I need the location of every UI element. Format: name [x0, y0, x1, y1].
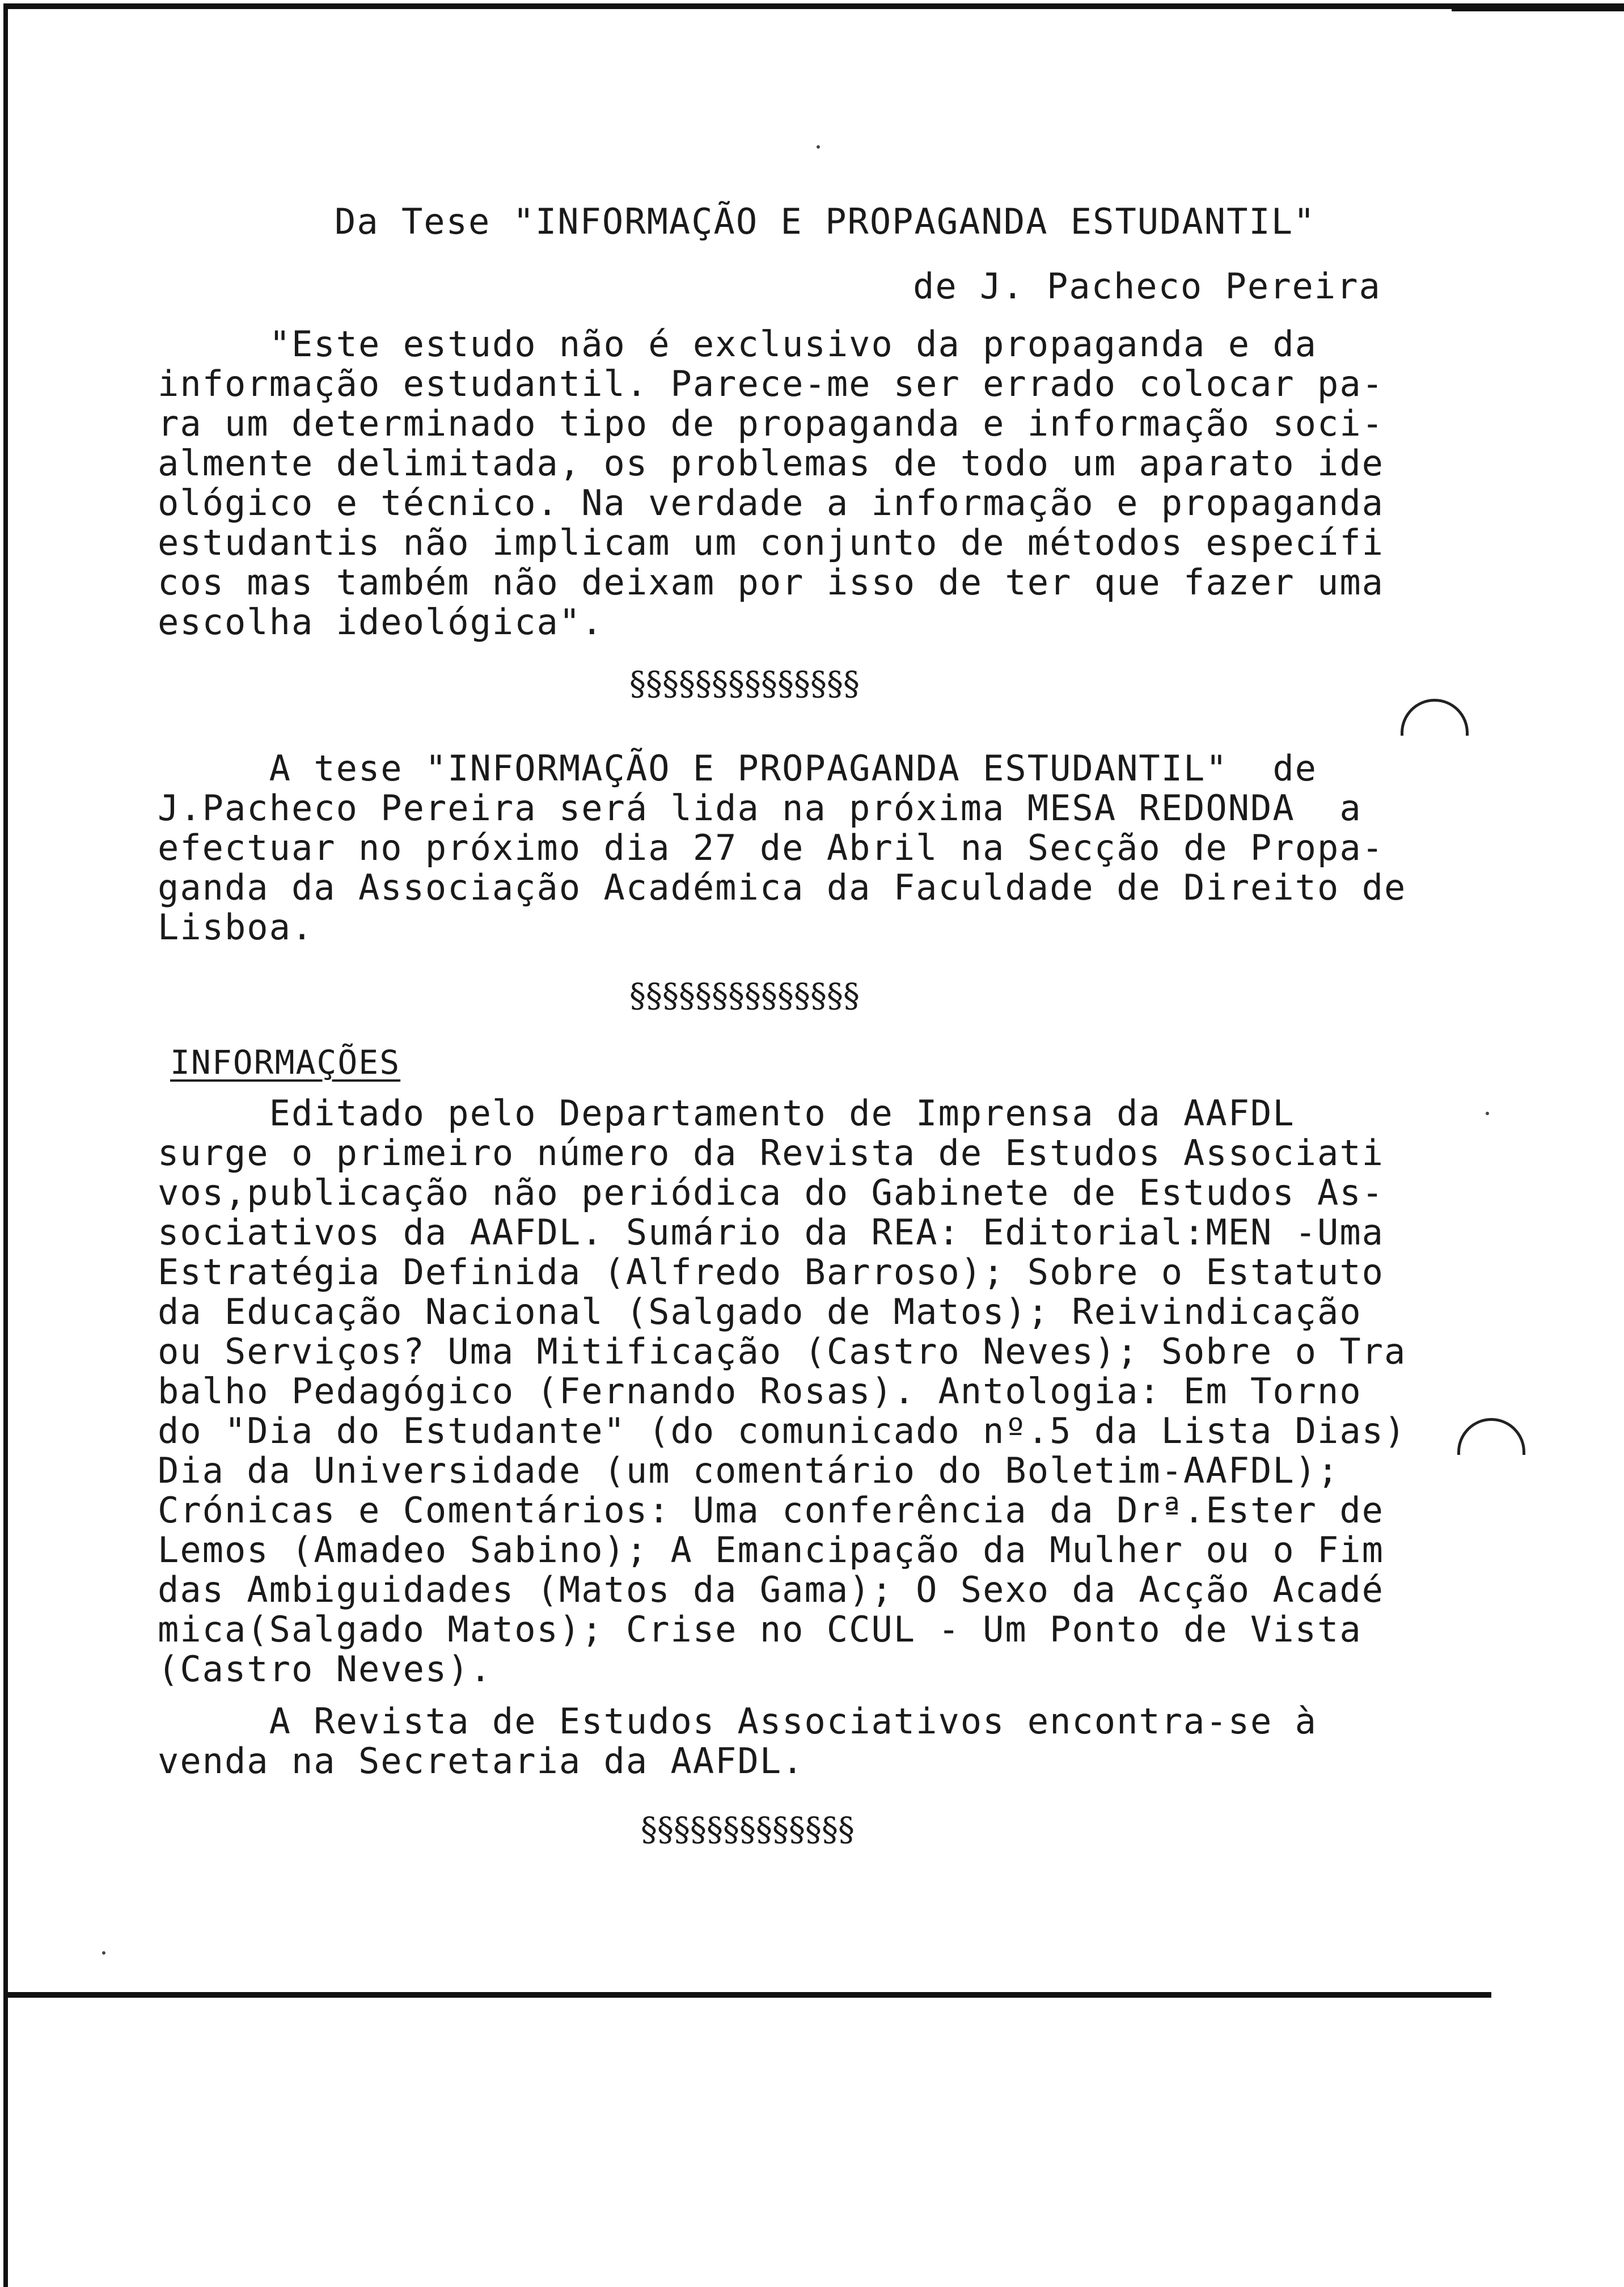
info-line: do "Dia do Estudante" (do comunicado nº.5 da Lista Dias): [158, 1410, 1407, 1451]
speck: [1486, 1112, 1489, 1115]
speck: [102, 1951, 105, 1955]
info-line: (Castro Neves).: [158, 1648, 492, 1690]
info-line: ou Serviços? Uma Mitificação (Castro Neves); Sobre o Tra: [158, 1331, 1407, 1372]
page-border-top-right: [1452, 6, 1624, 11]
info-line: surge o primeiro número da Revista de Estudos Associati: [158, 1132, 1384, 1174]
info-line: vos,publicação não periódica do Gabinete de Estudos As-: [158, 1172, 1384, 1213]
quote-line: almente delimitada, os problemas de todo um aparato ide: [158, 442, 1384, 484]
announcement-line: ganda da Associação Académica da Faculdade de Direito de: [158, 867, 1407, 908]
announcement-line: A tese "INFORMAÇÃO E PROPAGANDA ESTUDANTIL" de: [158, 748, 1318, 789]
section-separator: §§§§§§§§§§§§§: [641, 1810, 855, 1849]
info-line: sociativos da AAFDL. Sumário da REA: Editorial:MEN -Uma: [158, 1212, 1384, 1253]
info-sale-line: venda na Secretaria da AAFDL.: [158, 1740, 805, 1782]
info-line: balho Pedagógico (Fernando Rosas). Antologia: Em Torno: [158, 1370, 1362, 1412]
info-line: da Educação Nacional (Salgado de Matos); Reivindicação: [158, 1291, 1362, 1332]
info-line: Crónicas e Comentários: Uma conferência da Drª.Ester de: [158, 1489, 1384, 1531]
info-sale-line: A Revista de Estudos Associativos encontra-se à: [158, 1701, 1318, 1742]
info-line: Lemos (Amadeo Sabino); A Emancipação da Mulher ou o Fim: [158, 1529, 1384, 1571]
thesis-title: Da Tese "INFORMAÇÃO E PROPAGANDA ESTUDANTIL": [335, 201, 1316, 242]
hole-punch-mark: [1401, 699, 1469, 736]
quote-line: ra um determinado tipo de propaganda e informação soci-: [158, 403, 1384, 444]
quote-line: ológico e técnico. Na verdade a informação e propaganda: [158, 482, 1384, 524]
speck: [817, 145, 820, 149]
section-separator: §§§§§§§§§§§§§§: [629, 976, 860, 1015]
info-line: Editado pelo Departamento de Imprensa da AAFDL: [158, 1092, 1295, 1134]
quote-line: informação estudantil. Parece-me ser errado colocar pa-: [158, 363, 1384, 404]
informacoes-heading: INFORMAÇÕES: [170, 1043, 401, 1082]
page-border-left: [3, 3, 8, 2287]
info-line: mica(Salgado Matos); Crise no CCUL - Um Ponto de Vista: [158, 1609, 1362, 1650]
section-separator: §§§§§§§§§§§§§§: [629, 664, 860, 703]
quote-line: cos mas também não deixam por isso de ter que fazer uma: [158, 562, 1384, 603]
announcement-line: J.Pacheco Pereira será lida na próxima MESA REDONDA a: [158, 787, 1362, 829]
quote-line: "Este estudo não é exclusivo da propaganda e da: [158, 323, 1318, 365]
page-border-top: [3, 3, 1624, 9]
thesis-author: de J. Pacheco Pereira: [913, 265, 1381, 307]
announcement-line: efectuar no próximo dia 27 de Abril na Secção de Propa-: [158, 827, 1384, 868]
info-line: Dia da Universidade (um comentário do Boletim-AAFDL);: [158, 1450, 1340, 1491]
announcement-line: Lisboa.: [158, 906, 314, 948]
quote-line: estudantis não implicam um conjunto de métodos específi: [158, 522, 1384, 563]
info-line: das Ambiguidades (Matos da Gama); O Sexo da Acção Acadé: [158, 1569, 1384, 1610]
page-border-bottom: [3, 1992, 1491, 1998]
info-line: Estratégia Definida (Alfredo Barroso); Sobre o Estatuto: [158, 1251, 1384, 1293]
quote-line: escolha ideológica".: [158, 601, 604, 643]
hole-punch-mark: [1457, 1418, 1525, 1455]
